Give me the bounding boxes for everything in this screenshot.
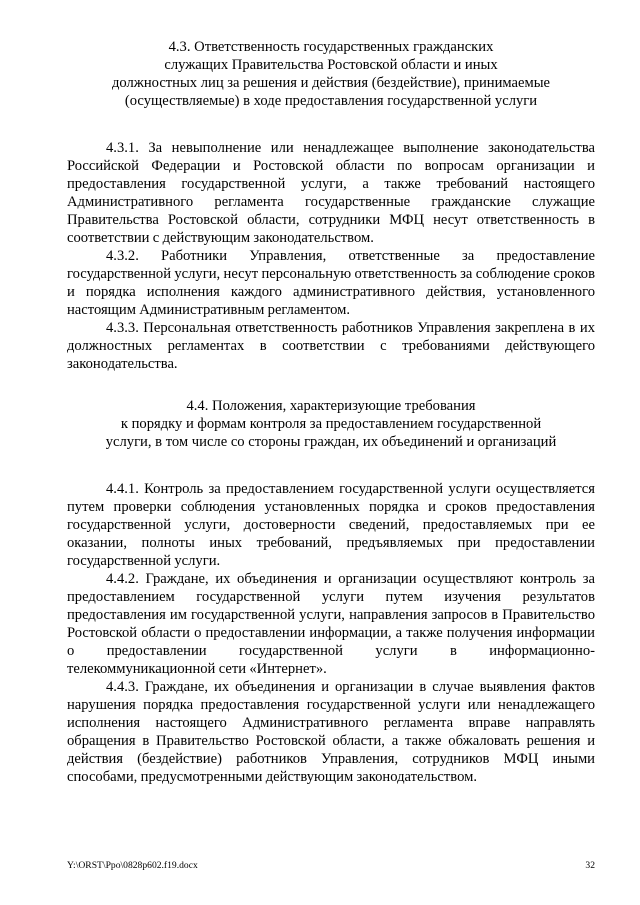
- paragraph-4-4-1: 4.4.1. Контроль за предоставлением государственной услуги осуществляется путем проверки соблюдения установленных порядка и сроков предоставления государственной услуги, достоверности сведений, предоставляемых при ее оказании, полноты иных требований, предъявляемых при предоставлении государственной услуги.: [67, 481, 595, 569]
- heading-line: должностных лиц за решения и действия (бездействие), принимаемые: [111, 75, 551, 91]
- spacer: [67, 110, 595, 139]
- heading-line: 4.4. Положения, характеризующие требования: [186, 398, 476, 414]
- footer-file-path: Y:\ORST\Ppo\0828p602.f19.docx: [67, 860, 198, 871]
- heading-line: (осуществляемые) в ходе предоставления государственной услуги: [124, 93, 538, 109]
- paragraph-4-4-2: 4.4.2. Граждане, их объединения и организации осуществляют контроль за предоставлением государственной услуги путем изучения результатов предоставления им государственной услуги, направления запросов в Правительство Ростовской области о предоставлении информации, а также получения информации о предоставлении государственной услуги в информационно-телекоммуникационной сети «Интернет».: [67, 571, 595, 677]
- spacer: [67, 373, 595, 397]
- heading-line: служащих Правительства Ростовской области и иных: [164, 57, 498, 73]
- paragraph-4-3-3: 4.3.3. Персональная ответственность работников Управления закреплена в их должностных регламентах в соответствии с требованиями действующего законодательства.: [67, 320, 595, 372]
- spacer: [67, 451, 595, 480]
- page-content: [67, 38, 595, 786]
- paragraph-4-3-2: 4.3.2. Работники Управления, ответственные за предоставление государственной услуги, несут персональную ответственность за соблюдение сроков и порядка исполнения каждого административного действия, установленного настоящим Административным регламентом.: [67, 248, 595, 318]
- paragraph-4-3-1: 4.3.1. За невыполнение или ненадлежащее выполнение законодательства Российской Федерации и Ростовской области по вопросам организации и предоставления государственной услуги, а также требований настоящего Административного регламента государственные гражданские служащие Правительства Ростовской области, сотрудники МФЦ несут ответственность в соответствии с действующим законодательством.: [67, 140, 595, 246]
- heading-line: к порядку и формам контроля за предоставлением государственной: [120, 416, 542, 432]
- section-4-4-heading: [67, 397, 595, 451]
- page-number: 32: [585, 860, 595, 871]
- paragraph-4-4-3: 4.4.3. Граждане, их объединения и организации в случае выявления фактов нарушения порядка предоставления государственной услуги или ненадлежащего исполнения настоящего Административного регламента вправе направлять обращения в Правительство Ростовской области, а также обжаловать решения и действия (бездействие) работников Управления, сотрудников МФЦ иными способами, предусмотренными действующим законодательством.: [67, 679, 595, 785]
- section-4-3-heading: [67, 38, 595, 110]
- page-footer: [67, 860, 595, 872]
- heading-line: 4.3. Ответственность государственных гражданских: [168, 39, 494, 55]
- heading-line: услуги, в том числе со стороны граждан, их объединений и организаций: [105, 434, 557, 450]
